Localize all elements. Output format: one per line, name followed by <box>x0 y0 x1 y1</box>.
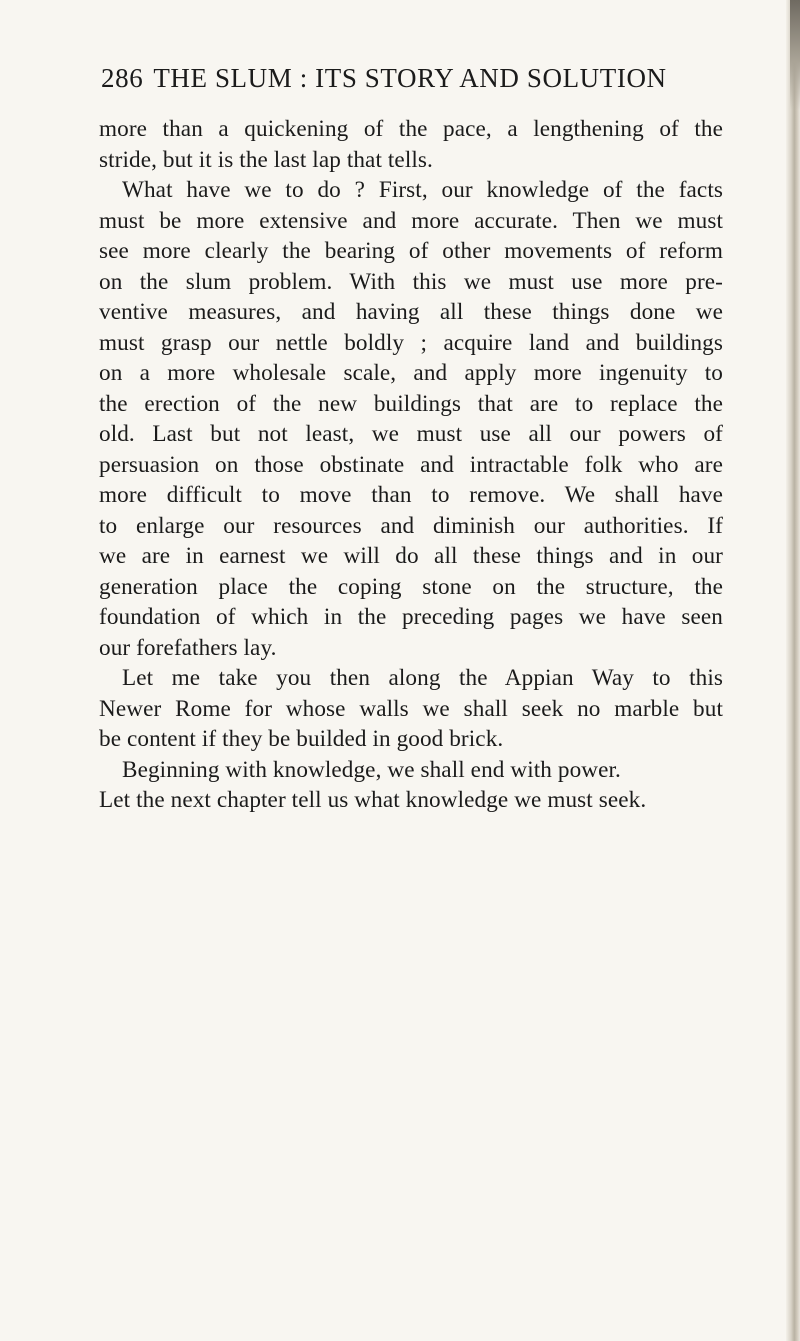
text-line: see more clearly the bearing of other movements of reform <box>99 238 723 264</box>
text-line: be content if they be builded in good brick. <box>99 726 504 752</box>
text-line: ventive measures, and having all these things done we <box>99 299 723 325</box>
running-title: THE SLUM : ITS STORY AND SOLUTION <box>153 63 667 93</box>
text-line: persuasion on those obstinate and intractable folk who are <box>99 451 723 478</box>
text-line: on the slum problem. With this we must use more pre- <box>99 268 723 295</box>
text-line: on a more wholesale scale, and apply more ingenuity to <box>99 360 723 386</box>
text-line: stride, but it is the last lap that tells. <box>99 146 433 173</box>
text-line: Let the next chapter tell us what knowledge we must seek. <box>99 787 647 813</box>
body-text <box>99 114 723 816</box>
text-line: must be more extensive and more accurate. Then we must <box>99 207 723 234</box>
text-line: What have we to do ? First, our knowledge of the facts <box>122 177 723 203</box>
text-line: Newer Rome for whose walls we shall seek no marble but <box>99 695 723 722</box>
text-line: more than a quickening of the pace, a lengthening of the <box>99 116 723 142</box>
text-line: the erection of the new buildings that are to replace the <box>99 390 723 417</box>
page-edge-shadow <box>786 0 800 1341</box>
text-line: more difficult to move than to remove. We shall have <box>99 482 723 508</box>
page-number: 286 <box>101 63 144 93</box>
text-line: Let me take you then along the Appian Way to this <box>122 665 723 691</box>
text-line: foundation of which in the preceding pages we have seen <box>99 604 723 630</box>
text-line: generation place the coping stone on the structure, the <box>99 573 723 600</box>
text-line: old. Last but not least, we must use all our powers of <box>99 421 723 447</box>
text-line: our forefathers lay. <box>99 634 277 661</box>
text-line: to enlarge our resources and diminish our authorities. If <box>99 512 723 539</box>
text-line: we are in earnest we will do all these things and in our <box>99 543 723 569</box>
text-line: Beginning with knowledge, we shall end with power. <box>122 756 621 783</box>
page-edge-corner-shadow <box>790 0 800 110</box>
running-header <box>101 62 721 94</box>
text-line: must grasp our nettle boldly ; acquire land and buildings <box>99 329 723 356</box>
